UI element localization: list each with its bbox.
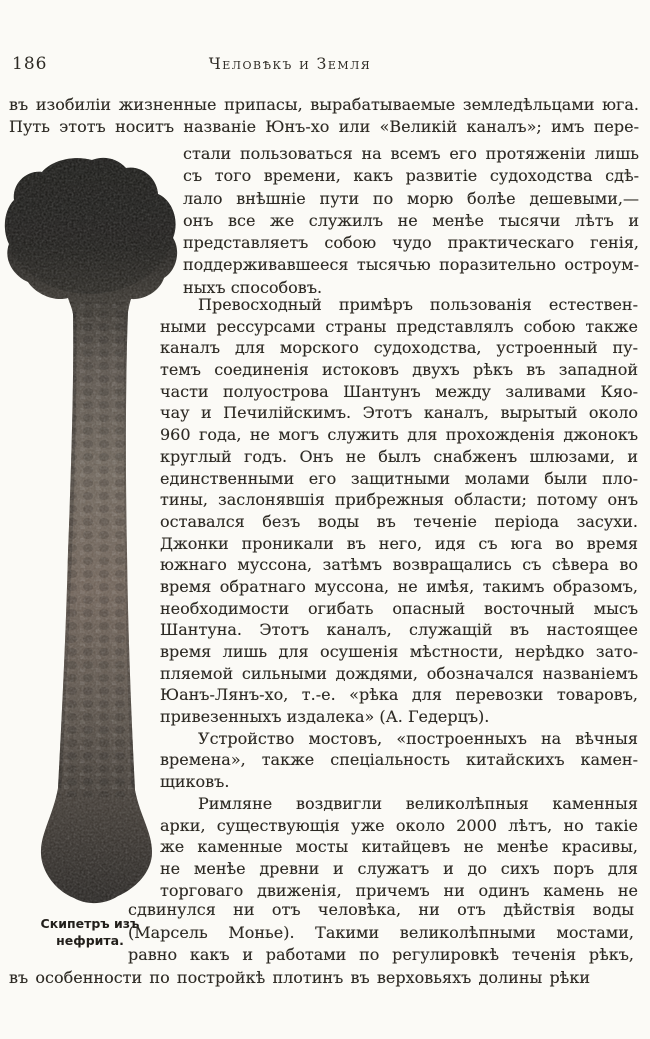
text-line: (Марсель Монье). Такими великолѣпными мостами, — [128, 922, 634, 942]
text-line: Путь этотъ носитъ названіе Юнъ-хо или «Великій каналъ»; имъ пере- — [9, 117, 639, 137]
text-line: равно какъ и работами по регулировкѣ теченія рѣкъ, — [128, 945, 634, 965]
text-line: торговаго движенія, причемъ ни одинъ камень не — [160, 880, 638, 900]
paragraph-block-intro — [9, 94, 639, 139]
text-line: тины, заслонявшія прибрежныя области; потому онъ — [160, 490, 638, 510]
text-line: единственными его защитными молами были пло- — [160, 468, 638, 488]
text-line: щиковъ. — [160, 772, 230, 792]
text-line: чау и Печилійскимъ. Этотъ каналъ, вырытый около — [160, 403, 638, 423]
text-line: каналъ для морского судоходства, устроенный пу- — [160, 338, 638, 358]
text-line: время обратнаго муссона, не имѣя, такимъ образомъ, — [160, 576, 638, 596]
running-title: Человѣкъ и Земля — [208, 55, 372, 73]
text-line: времена», также спеціальность китайскихъ камен- — [160, 750, 638, 770]
text-line: лало внѣшніе пути по морю болѣе дешевыми,— — [183, 188, 639, 208]
text-line: время лишь для осушенія мѣстности, нерѣдко зато- — [160, 642, 638, 661]
text-line: темъ соединенія истоковъ двухъ рѣкъ въ западной — [160, 360, 638, 380]
text-line: необходимости огибать опасный восточный мысъ — [160, 598, 638, 618]
paragraph-block-full-width-last-line — [9, 967, 590, 989]
jade-scepter-figure — [0, 152, 180, 912]
text-line: части полуострова Шантунъ между заливами Кяо- — [160, 381, 638, 401]
figure-caption-line1: Скипетръ изъ — [40, 916, 140, 931]
text-line: пляемой сильными дождями, обозначался названіемъ — [160, 663, 638, 683]
text-line: привезенныхъ издалека» (А. Гедерцъ). — [160, 707, 490, 727]
text-line: Превосходный примѣръ пользованія естествен- — [198, 295, 638, 314]
text-line: стали пользоваться на всемъ его протяженіи лишь — [183, 144, 639, 163]
text-line: съ того времени, какъ развитіе судоходства сдѣ- — [183, 166, 639, 186]
text-line: арки, существующія уже около 2000 лѣтъ, но такіе — [160, 815, 638, 835]
text-line: въ изобиліи жизненные припасы, вырабатываемые земледѣльцами юга. — [9, 95, 639, 114]
text-line: сдвинулся ни отъ человѣка, ни отъ дѣйствія воды — [128, 900, 634, 919]
text-line: круглый годъ. Онъ не былъ снабженъ шлюзами, и — [160, 446, 638, 466]
text-line: Римляне воздвигли великолѣпныя каменныя — [198, 793, 638, 813]
paragraph-block-beside-scepter-foot — [128, 899, 634, 967]
text-line: представляетъ собою чудо практическаго генія, — [183, 233, 639, 253]
text-line: не менѣе древни и служатъ и до сихъ поръ для — [160, 858, 638, 878]
paragraph-block-beside-scepter-head — [183, 143, 639, 299]
text-line: Устройство мостовъ, «построенныхъ на вѣчныя — [198, 728, 638, 748]
page-number: 186 — [12, 54, 48, 74]
figure-caption-line2: нефрита. — [56, 933, 124, 948]
text-line: онъ все же служилъ не менѣе тысячи лѣтъ и — [183, 210, 639, 230]
text-line: ныхъ способовъ. — [183, 277, 323, 297]
text-line: 960 года, не могъ служить для прохожденія джонокъ — [160, 425, 638, 445]
text-line: южнаго муссона, затѣмъ возвращались съ сѣвера во — [160, 555, 638, 575]
text-line: Шантуна. Этотъ каналъ, служащій въ настоящее — [160, 620, 638, 640]
text-line: ными рессурсами страны представлялъ собою также — [160, 316, 638, 336]
text-line: поддерживавшееся тысячью поразительно остроум- — [183, 255, 639, 275]
text-line: оставался безъ воды въ теченіе періода засухи. — [160, 511, 638, 531]
text-line: Юанъ-Лянъ-хо, т.-е. «рѣка для перевозки товаровъ, — [160, 685, 638, 705]
jade-scepter-image — [0, 152, 180, 912]
text-line: въ особенности по постройкѣ плотинъ въ верховьяхъ долины рѣки — [9, 968, 590, 987]
paragraph-block-beside-scepter-shaft — [160, 294, 638, 901]
text-line: же каменные мосты китайцевъ не менѣе красивы, — [160, 837, 638, 857]
text-line: Джонки проникали въ него, идя съ юга во время — [160, 533, 638, 553]
